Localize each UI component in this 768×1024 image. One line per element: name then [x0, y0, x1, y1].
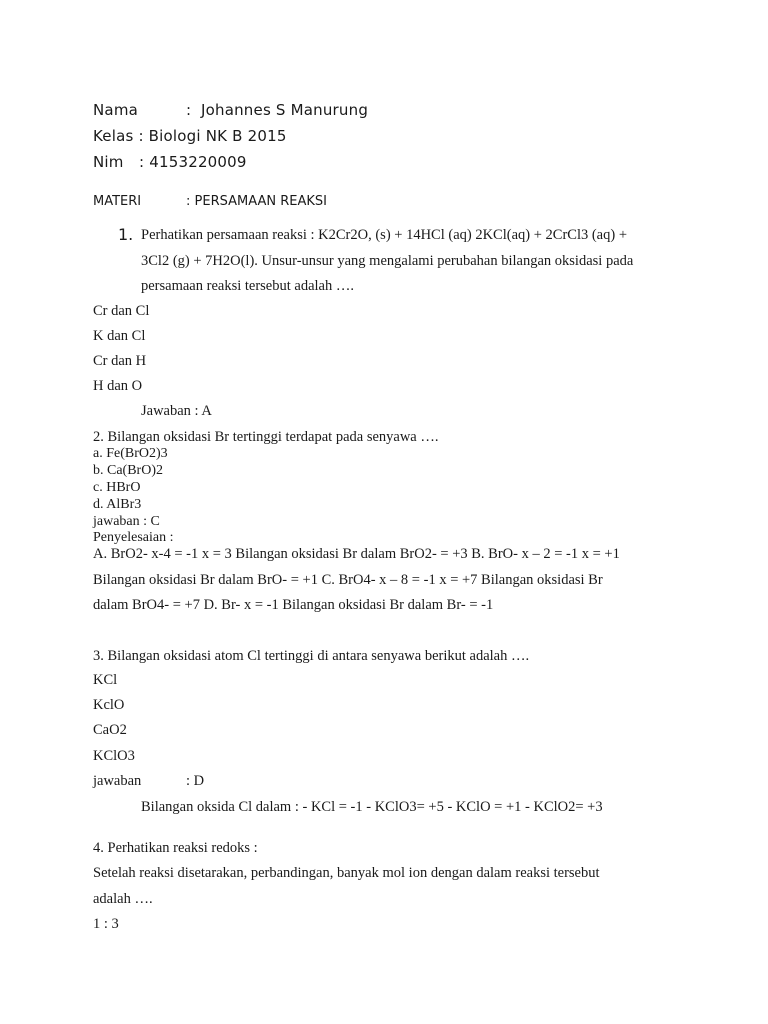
q2-option-c: c. HBrO — [93, 480, 141, 495]
materi-label: MATERI — [93, 194, 142, 209]
q2-solution-label: Penyelesaian : — [93, 530, 174, 545]
q3-option-b: KclO — [93, 697, 125, 713]
q1-line-1: Perhatikan persamaan reaksi : K2Cr2O, (s) + 14HCl (aq) 2KCl(aq) + 2CrCl3 (aq) + — [141, 227, 627, 243]
q1-line-3: persamaan reaksi tersebut adalah …. — [141, 278, 354, 294]
q1-option-b: K dan Cl — [93, 328, 146, 344]
q2-solution-line-3: dalam BrO4- = +7 D. Br- x = -1 Bilangan oksidasi Br dalam Br- = -1 — [93, 597, 494, 613]
q1-answer: Jawaban : A — [141, 403, 212, 419]
nim-label: Nim — [93, 153, 124, 171]
q1-option-a: Cr dan Cl — [93, 303, 150, 319]
q2-solution-line-2: Bilangan oksidasi Br dalam BrO- = +1 C. BrO4- x – 8 = -1 x = +7 Bilangan oksidasi Br — [93, 572, 603, 588]
q4-line-1: Setelah reaksi disetarakan, perbandingan, banyak mol ion dengan dalam reaksi tersebut — [93, 865, 600, 881]
q2-option-b: b. Ca(BrO)2 — [93, 463, 163, 478]
q4-question: 4. Perhatikan reaksi redoks : — [93, 840, 258, 856]
q3-option-d: KClO3 — [93, 748, 135, 764]
materi-value: : PERSAMAAN REAKSI — [186, 194, 327, 209]
q2-question: 2. Bilangan oksidasi Br tertinggi terdapat pada senyawa …. — [93, 429, 439, 445]
q3-answer-label: jawaban — [93, 773, 142, 789]
q1-option-c: Cr dan H — [93, 353, 147, 369]
q2-option-d: d. AlBr3 — [93, 497, 142, 512]
name-value: Johannes S Manurung — [201, 101, 369, 119]
q1-option-d: H dan O — [93, 378, 143, 394]
q3-option-c: CaO2 — [93, 722, 127, 738]
name-separator: : — [186, 101, 192, 119]
q3-explanation: Bilangan oksida Cl dalam : - KCl = -1 - KClO3= +5 - KClO = +1 - KClO2= +3 — [141, 799, 603, 815]
q1-number: 1. — [118, 225, 134, 244]
q2-option-a: a. Fe(BrO2)3 — [93, 446, 168, 461]
q2-solution-line-1: A. BrO2- x-4 = -1 x = 3 Bilangan oksidasi Br dalam BrO2- = +3 B. BrO- x – 2 = -1 x = +1 — [93, 546, 620, 562]
name-label: Nama — [93, 101, 139, 119]
q2-answer: jawaban : C — [93, 514, 160, 529]
q1-line-2: 3Cl2 (g) + 7H2O(l). Unsur-unsur yang mengalami perubahan bilangan oksidasi pada — [141, 253, 634, 269]
q3-question: 3. Bilangan oksidasi atom Cl tertinggi di antara senyawa berikut adalah …. — [93, 648, 530, 664]
nim-value: : 4153220009 — [139, 153, 247, 171]
q4-line-2: adalah …. — [93, 891, 153, 907]
q3-answer-value: : D — [186, 773, 205, 789]
q4-option-a: 1 : 3 — [93, 916, 119, 932]
class-line: Kelas : Biologi NK B 2015 — [93, 127, 287, 145]
q3-option-a: KCl — [93, 672, 118, 688]
